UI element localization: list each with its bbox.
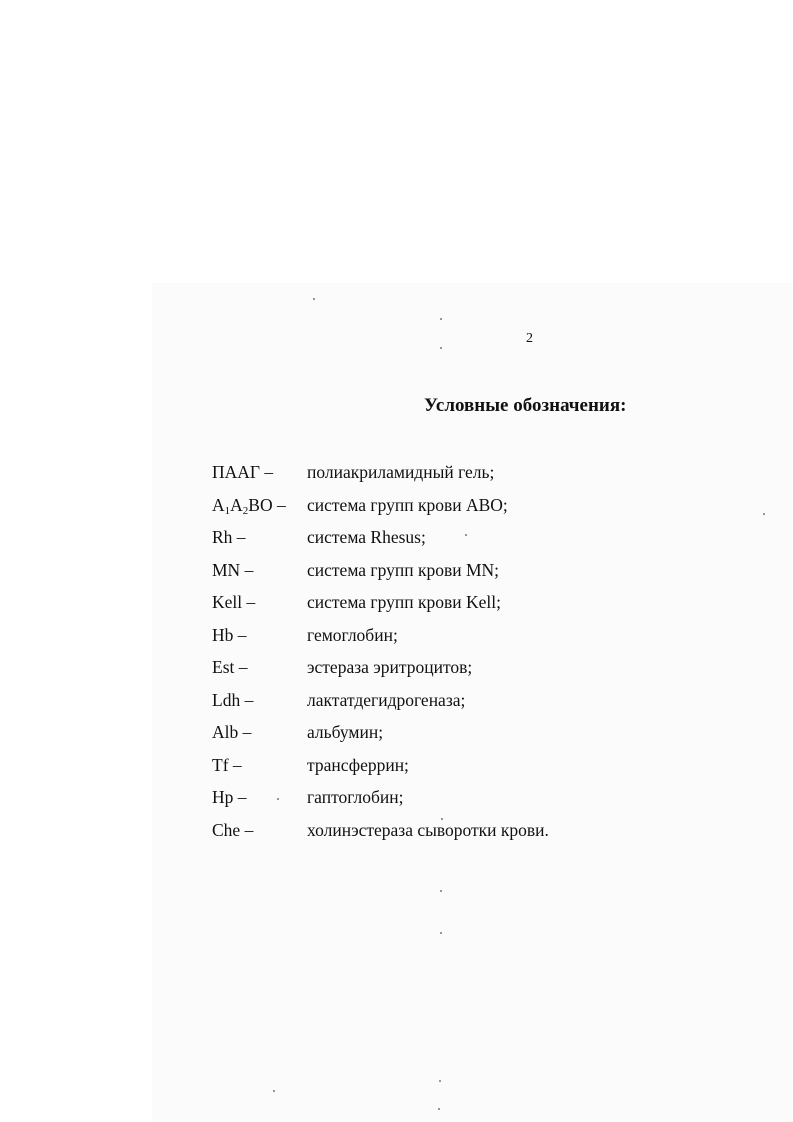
scan-speck [441, 818, 443, 820]
scan-speck [273, 1090, 275, 1092]
list-item [212, 462, 549, 495]
abbreviation-term: Rh – [212, 527, 246, 547]
abbreviation-definition: гаптоглобин; [307, 787, 404, 807]
scan-speck [313, 298, 315, 300]
abbreviation-definition: лактатдегидрогеназа; [307, 689, 466, 710]
abbreviation-definition: эстераза эритроцитов; [307, 657, 473, 677]
abbreviation-definition: система Rhesus; [307, 527, 426, 547]
list-item [212, 495, 549, 528]
list-item [212, 527, 549, 560]
abbreviation-term: Est – [212, 657, 248, 677]
abbreviation-list [212, 462, 549, 852]
abbreviation-term: Kell – [212, 592, 256, 612]
scan-speck [440, 347, 442, 349]
list-item [212, 592, 549, 625]
abbreviation-definition: система групп крови АВО; [307, 494, 508, 515]
abbreviation-term: Che – [212, 819, 254, 840]
list-item [212, 690, 549, 723]
abbreviation-term: $A_1A_2BO$ – [212, 494, 286, 517]
abbreviation-definition: холинэстераза сыворотки крови. [307, 819, 549, 840]
abbreviation-term: ПААГ – [212, 462, 274, 482]
abbreviation-definition: альбумин; [307, 722, 384, 742]
abbreviation-definition: система групп крови MN; [307, 559, 500, 580]
abbreviation-definition: система групп крови Kell; [307, 592, 501, 612]
abbreviation-term: MN – [212, 559, 254, 580]
scan-speck [277, 798, 279, 800]
abbreviation-definition: полиакриламидный гель; [307, 462, 495, 482]
list-item [212, 722, 549, 755]
list-item [212, 787, 549, 820]
scan-speck [763, 513, 765, 515]
scan-speck [439, 1080, 441, 1082]
page-number: 2 [526, 331, 533, 346]
list-item [212, 820, 549, 853]
abbreviation-term: Hp – [212, 787, 247, 807]
abbreviation-term: Alb – [212, 722, 252, 742]
abbreviation-term: Hb – [212, 624, 247, 645]
list-item [212, 560, 549, 593]
abbreviation-term: Tf – [212, 754, 242, 775]
list-item [212, 625, 549, 658]
scan-speck [440, 890, 442, 892]
abbreviation-term: Ldh – [212, 689, 254, 710]
list-item [212, 657, 549, 690]
scan-speck [440, 318, 442, 320]
scan-speck [438, 1108, 440, 1110]
scan-speck [465, 534, 467, 536]
abbreviation-definition: трансферрин; [307, 754, 409, 775]
page-title: Условные обозначения: [424, 395, 627, 416]
abbreviation-definition: гемоглобин; [307, 624, 398, 645]
list-item [212, 755, 549, 788]
scan-speck [440, 932, 442, 934]
